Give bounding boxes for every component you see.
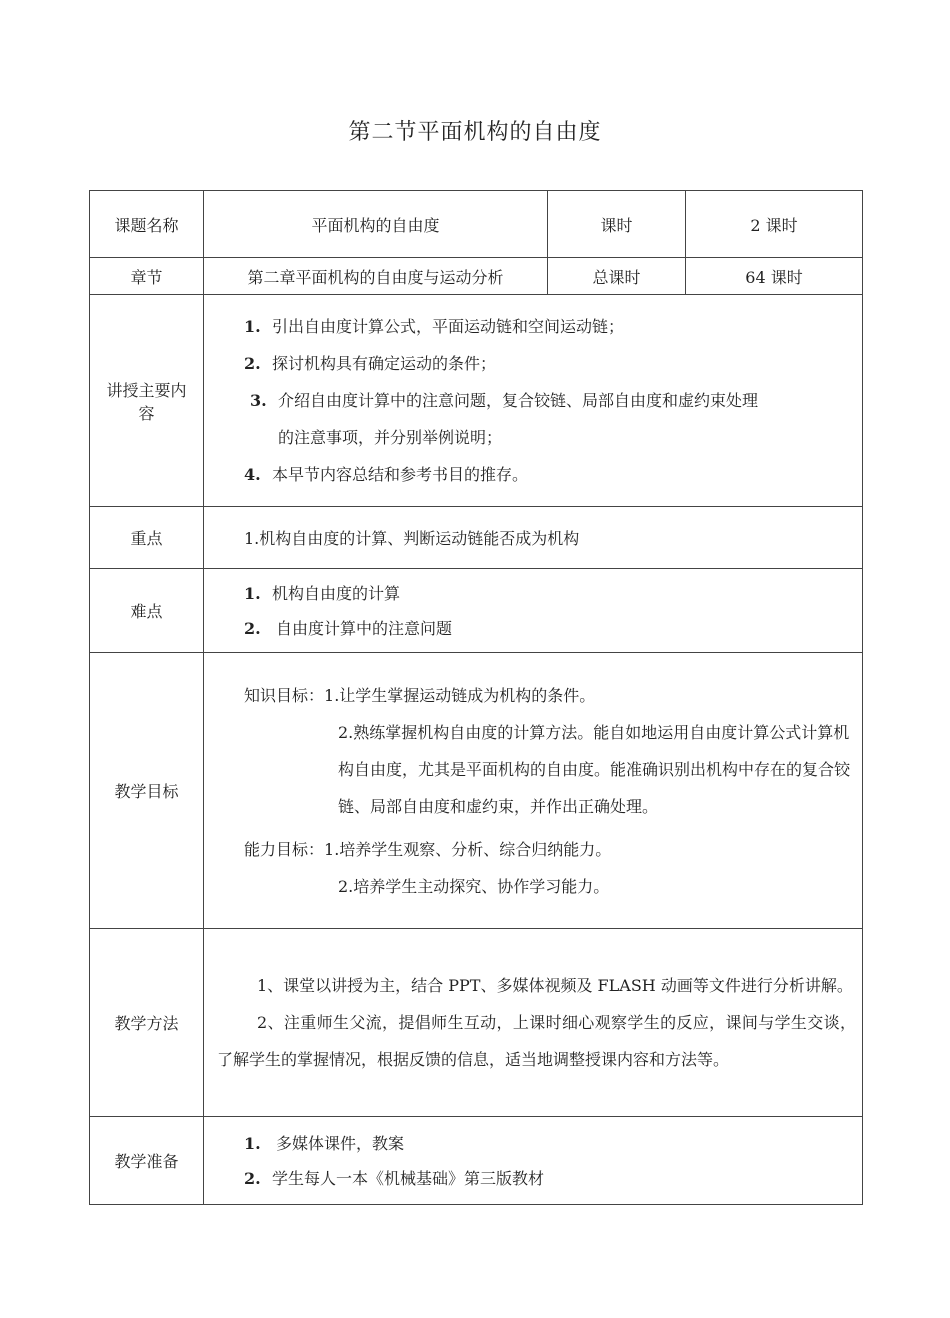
ability-label: 能力目标： bbox=[244, 839, 325, 859]
knowledge-label: 知识目标： bbox=[244, 685, 325, 705]
preparation-label: 教学准备 bbox=[90, 1117, 204, 1205]
ability-objective bbox=[244, 831, 856, 868]
topic-label: 课题名称 bbox=[90, 191, 204, 258]
method-paragraph-1: 1、课堂以讲授为主，结合 PPT、多媒体视频及 FLASH 动画等文件进行分析讲解。 bbox=[257, 976, 853, 995]
content-row bbox=[90, 295, 863, 507]
page-title: 第二节平面机构的自由度 bbox=[348, 120, 602, 145]
ability-item-1: 1.培养学生观察、分析、综合归纳能力。 bbox=[324, 839, 612, 859]
method-paragraph-2: 2、注重师生父流，提倡师生互动，上课时细心观察学生的反应，课间与学生交谈，了解学生的掌握情况，根据反馈的信息，适当地调整授课内容和方法等。 bbox=[217, 1013, 856, 1069]
topic-value: 平面机构的自由度 bbox=[204, 191, 548, 258]
objectives-label: 教学目标 bbox=[90, 653, 204, 929]
difficulty-item: 2. 自由度计算中的注意问题 bbox=[244, 618, 453, 638]
objectives-body bbox=[204, 653, 863, 929]
difficulties-row bbox=[90, 569, 863, 653]
knowledge-item-1: 1.让学生掌握运动链成为机构的条件。 bbox=[324, 685, 596, 705]
chapter-value: 第二章平面机构的自由度与运动分析 bbox=[204, 258, 548, 295]
total-hours-value: 64 课时 bbox=[686, 258, 863, 295]
content-item: 1. 引出自由度计算公式，平面运动链和空间运动链； bbox=[244, 317, 625, 336]
content-item-continuation: 的注意事项，并分别举例说明； bbox=[278, 428, 503, 447]
chapter-row bbox=[90, 258, 863, 295]
ability-item-2: 2.培养学生主动探究、协作学习能力。 bbox=[338, 876, 610, 896]
difficulties-list bbox=[204, 569, 863, 653]
key-points-text: 1.机构自由度的计算、判断运动链能否成为机构 bbox=[204, 507, 863, 569]
preparation-list bbox=[204, 1117, 863, 1205]
methods-body bbox=[204, 929, 863, 1117]
objectives-row bbox=[90, 653, 863, 929]
preparation-item: 1. 多媒体课件，教案 bbox=[244, 1133, 405, 1153]
hours-label: 课时 bbox=[548, 191, 686, 258]
content-item: 4. 本早节内容总结和参考书目的推存。 bbox=[244, 465, 529, 484]
content-item: 2. 探讨机构具有确定运动的条件； bbox=[244, 354, 497, 373]
difficulties-label: 难点 bbox=[90, 569, 204, 653]
key-points-row bbox=[90, 507, 863, 569]
key-points-label: 重点 bbox=[90, 507, 204, 569]
content-item: 3. 介绍自由度计算中的注意问题，复合铰链、局部自由度和虚约束处理 bbox=[250, 391, 759, 410]
content-list bbox=[204, 295, 863, 507]
chapter-label: 章节 bbox=[90, 258, 204, 295]
preparation-item: 2. 学生每人一本《机械基础》第三版教材 bbox=[244, 1168, 545, 1188]
methods-row bbox=[90, 929, 863, 1117]
lesson-plan-table bbox=[89, 190, 863, 1205]
methods-label: 教学方法 bbox=[90, 929, 204, 1117]
knowledge-objective bbox=[244, 677, 856, 714]
hours-value: 2 课时 bbox=[686, 191, 863, 258]
knowledge-item-2: 2.熟练掌握机构自由度的计算方法。能自如地运用自由度计算公式计算机构自由度，尤其是平面机构的自由度。能准确识别出机构中存在的复合铰链、局部自由度和虚约束，并作出正确处理。 bbox=[338, 722, 851, 816]
preparation-row bbox=[90, 1117, 863, 1205]
total-hours-label: 总课时 bbox=[548, 258, 686, 295]
difficulty-item: 1. 机构自由度的计算 bbox=[244, 583, 401, 603]
topic-row bbox=[90, 191, 863, 258]
content-label: 讲授主要内容 bbox=[90, 295, 204, 507]
